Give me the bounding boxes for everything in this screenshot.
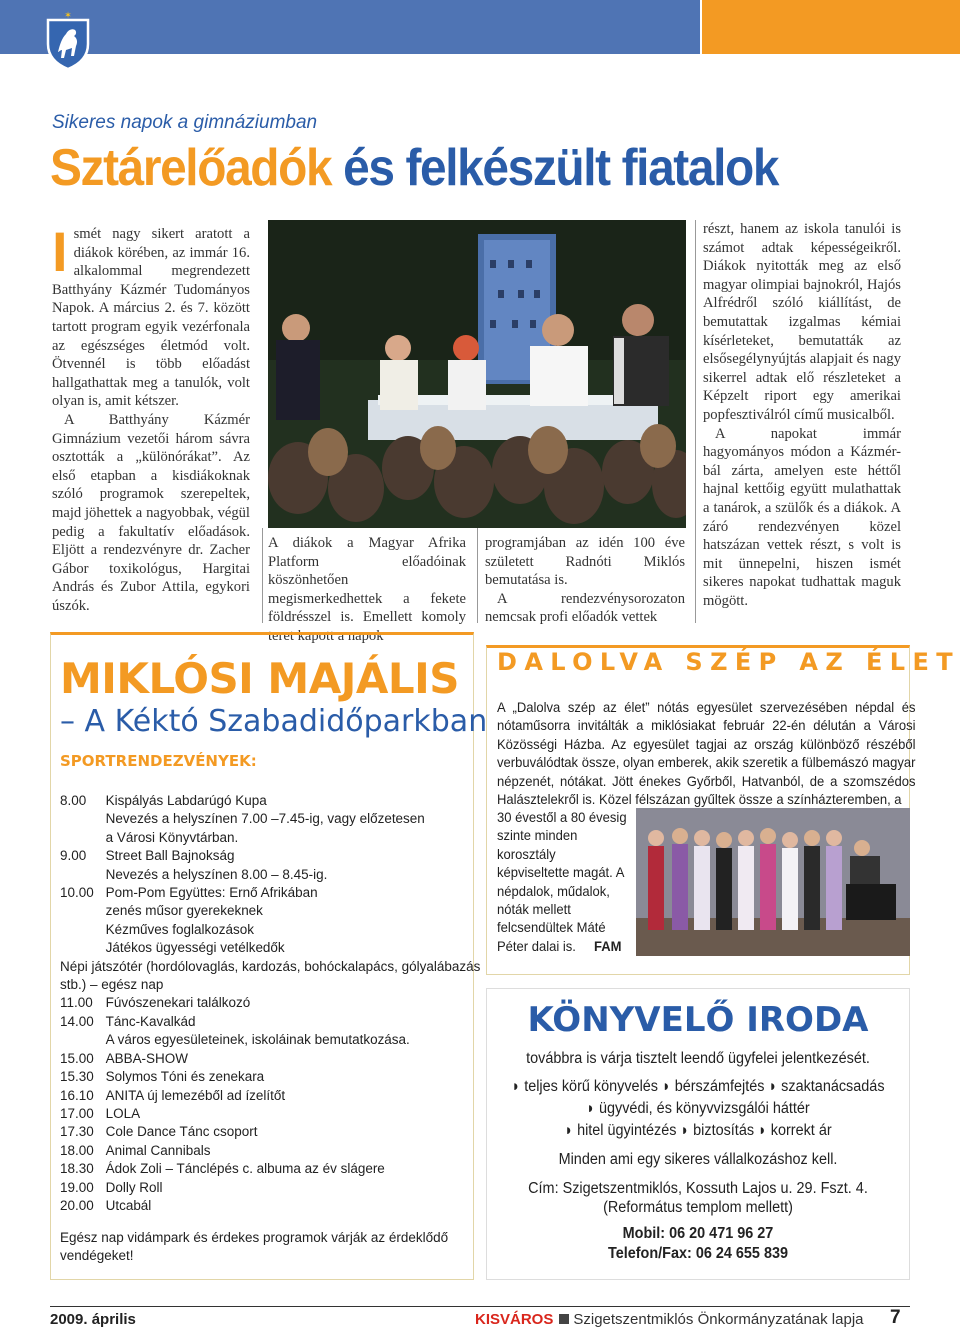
dalolva-title: DALOLVA SZÉP AZ ÉLET: [497, 648, 960, 676]
article-column-1: [52, 220, 250, 615]
schedule-row: 18.00 Animal Cannibals: [60, 1142, 211, 1159]
majalis-title: MIKLÓSI MAJÁLIS: [60, 654, 460, 703]
majalis-subtitle: – A Kéktó Szabadidőparkban: [60, 704, 488, 739]
schedule-row: 17.30 Cole Dance Tánc csoport: [60, 1124, 258, 1141]
accounting-ad-line: továbbra is várja tisztelt leendő ügyfelei jelentkezését.: [526, 1050, 870, 1067]
accounting-ad-slogan: Minden ami egy sikeres vállalkozáshoz kell.: [558, 1151, 838, 1168]
schedule-row: 14.00 Tánc-Kavalkád: [60, 1013, 196, 1030]
schedule-row: Nevezés a helyszínen 7.00 –7.45-ig, vagy előzetesen: [105, 811, 425, 828]
town-crest-icon: [44, 10, 92, 70]
schedule-row: 16.10 ANITA új lemezéből ad ízelítőt: [60, 1087, 286, 1104]
col3-paragraph-2: A rendezvénysorozaton nemcsak profi előadók vettek: [485, 590, 685, 626]
accounting-ad-landmark: (Református templom mellett): [603, 1199, 793, 1216]
footer-date: 2009. április: [50, 1311, 136, 1328]
accounting-ad-title: KÖNYVELŐ IRODA: [527, 1000, 869, 1040]
schedule-row: 11.00 Fúvószenekari találkozó: [60, 995, 251, 1012]
footer-tagline: Szigetszentmiklós Önkormányzatának lapja: [573, 1311, 864, 1328]
dalolva-paragraph-2: 30 évestől a 80 évesig szinte minden korosztály képviseltette magát. A népdalok, műdalok, nóták mellett felcsendültek Máté Péter dalai is.: [497, 809, 627, 954]
schedule-row: Játékos ügyességi vetélkedők: [105, 940, 285, 957]
accounting-ad-address: Cím: Szigetszentmiklós, Kossuth Lajos u. 29. Fszt. 4.: [528, 1180, 868, 1197]
footer-rule: [50, 1306, 910, 1307]
schedule-row: zenés műsor gyerekeknek: [105, 903, 263, 920]
drop-cap: I: [52, 220, 68, 283]
schedule-row: Nevezés a helyszínen 8.00 – 8.45-ig.: [105, 866, 328, 883]
article-kicker: Sikeres napok a gimnáziumban: [52, 112, 318, 133]
lecture-photo: [268, 220, 686, 528]
dalolva-signature: FAM: [594, 938, 622, 954]
accounting-ad-services-1: ◗ teljes körű könyvelés ◗ bérszámfejtés ◗ szaktanácsadás: [511, 1078, 885, 1095]
accounting-ad-services-3: ◗ hitel ügyintézés ◗ biztosítás ◗ korrekt ár: [564, 1122, 832, 1139]
schedule-row: 8.00 Kispályás Labdarúgó Kupa: [60, 793, 267, 809]
folk-playground-line-1: Népi játszótér (hordólovaglás, kardozás, bohóckalapács, gólyalábazás: [60, 958, 481, 975]
schedule-list-sport: [60, 792, 480, 1215]
schedule-row: a Városi Könyvtárban.: [105, 829, 239, 846]
majalis-section-heading: SPORTRENDEZVÉNYEK:: [60, 752, 257, 770]
dalolva-paragraph-1: A „Dalolva szép az élet” nótás egyesület szervezésében népdal és nótaműsorra invitálták a miklósiakat február 22-én délután a Városi Közösségi Házba. Az egyesület tagjai az ország különböző részéből verbuválódtak össze, olyan emberek, akik szeretik a fülbemászó magyar népzenét, nótákat. Jött énekes Győrből, Hatvanból, de a szomszédos Halásztelekről is. Közel félszázan gyűltek össze a színházteremben, a: [497, 699, 916, 808]
closing-line-2: vendégeket!: [60, 1248, 134, 1265]
closing-line-1: Egész nap vidámpark és érdekes programok várják az érdeklődő: [60, 1230, 449, 1246]
svg-text:✶: ✶: [64, 11, 72, 21]
headline-orange: Sztárelőadók: [50, 139, 332, 197]
square-bullet-icon: [559, 1314, 569, 1324]
header-orange-band: [702, 0, 960, 54]
schedule-row: 9.00 Street Ball Bajnokság: [60, 848, 235, 865]
headline-blue: és felkészült fiatalok: [331, 139, 779, 197]
col2-paragraph: A diákok a Magyar Afrika Platform előadóinak köszönhetően megismerkedhettek a fekete földrésszel is. Emellett komoly teret kapott a napok: [268, 535, 466, 644]
schedule-row: 15.30 Solymos Tóni és zenekara: [60, 1069, 265, 1086]
article-column-3: [485, 534, 685, 627]
article-column-4: [703, 220, 901, 610]
col1-paragraph-2: A Batthyány Kázmér Gimnázium vezetői három sávra osztották a „különórákat”. Az első etapban a kisdiákoknak szóló programok szerepeltek, majd jöhettek a nagyobbak, végül pedig a fakultatív előadások. Eljött a rendezvényre dr. Zacher Gábor toxikológus, Hargitai András és Zubor Attila, egykori úszók.: [52, 411, 250, 614]
col1-paragraph-1: smét nagy sikert aratott a diákok körében, az immár 16. alkalommal megrendezett Batthyány Kázmér Tudományos Napok. A március 2. és 7. között tartott program egyik vezérfonala az egészséges életmód volt. Ötvennél is több előadást hallgathattak meg a tanulók, volt olyan is, amit kétszer.: [52, 226, 250, 410]
majalis-closing: [60, 1229, 448, 1266]
schedule-row: 17.00 LOLA: [60, 1105, 141, 1122]
schedule-row: A város egyesületeinek, iskoláinak bemutatkozása.: [105, 1032, 410, 1049]
col4-paragraph-2: A napokat immár hagyományos módon a Kázmér-bál zárta, amelyen este héttől hajnal kettőig együtt mulathattak a tanárok, a szülők és a diákok. A záró rendezvényen közel hatszázan vettek részt, s volt is mit ünnepelni, hiszen ismét sikeres napokat tudhattak maguk mögött.: [703, 425, 901, 609]
column-rule: [262, 528, 263, 623]
accounting-ad-phone: Telefon/Fax: 06 24 655 839: [607, 1245, 789, 1262]
schedule-row: 18.30 Ádok Zoli – Tánclépés c. albuma az év slágere: [60, 1161, 385, 1178]
article-column-2: [268, 534, 466, 646]
header-blue-band: [0, 0, 700, 54]
footer-brand: KISVÁROS: [475, 1311, 554, 1328]
choir-photo: [636, 808, 910, 956]
column-rule: [695, 220, 696, 623]
folk-playground-line-2: stb.) – egész nap: [60, 977, 164, 994]
article-headline: [50, 138, 778, 198]
schedule-row: 20.00 Utcabál: [60, 1197, 152, 1214]
footer-masthead: [475, 1311, 864, 1328]
accounting-ad-services-2: ◗ ügyvédi, és könyvvizsgálói háttér: [586, 1100, 810, 1117]
col4-paragraph-1: részt, hanem az iskola tanulói is számot adtak képességeikről. Diákok nyitották meg az első magyar olimpiai bajnokról, Hajós Alfrédről szóló kiállítást, de bemutattak izgalmas kémiai kísérleteket, bemutatták az elsősegélynyújtás alapjait és nagy sikerrel adtak elő részleteket a Képzelt riport egy amerikai popfesztiválról című musicalből.: [703, 221, 901, 423]
col3-paragraph-1: programjában az idén 100 éve született Radnóti Miklós bemutatása is.: [485, 535, 685, 589]
schedule-row: 19.00 Dolly Roll: [60, 1179, 163, 1196]
schedule-row: Kézműves foglalkozások: [105, 921, 254, 938]
column-rule: [477, 528, 478, 623]
accounting-ad-mobile: Mobil: 06 20 471 96 27: [622, 1225, 774, 1242]
schedule-row: 10.00 Pom-Pom Együttes: Ernő Afrikában: [60, 885, 318, 902]
page-number: 7: [890, 1307, 901, 1328]
schedule-row: 15.00 ABBA-SHOW: [60, 1050, 188, 1067]
